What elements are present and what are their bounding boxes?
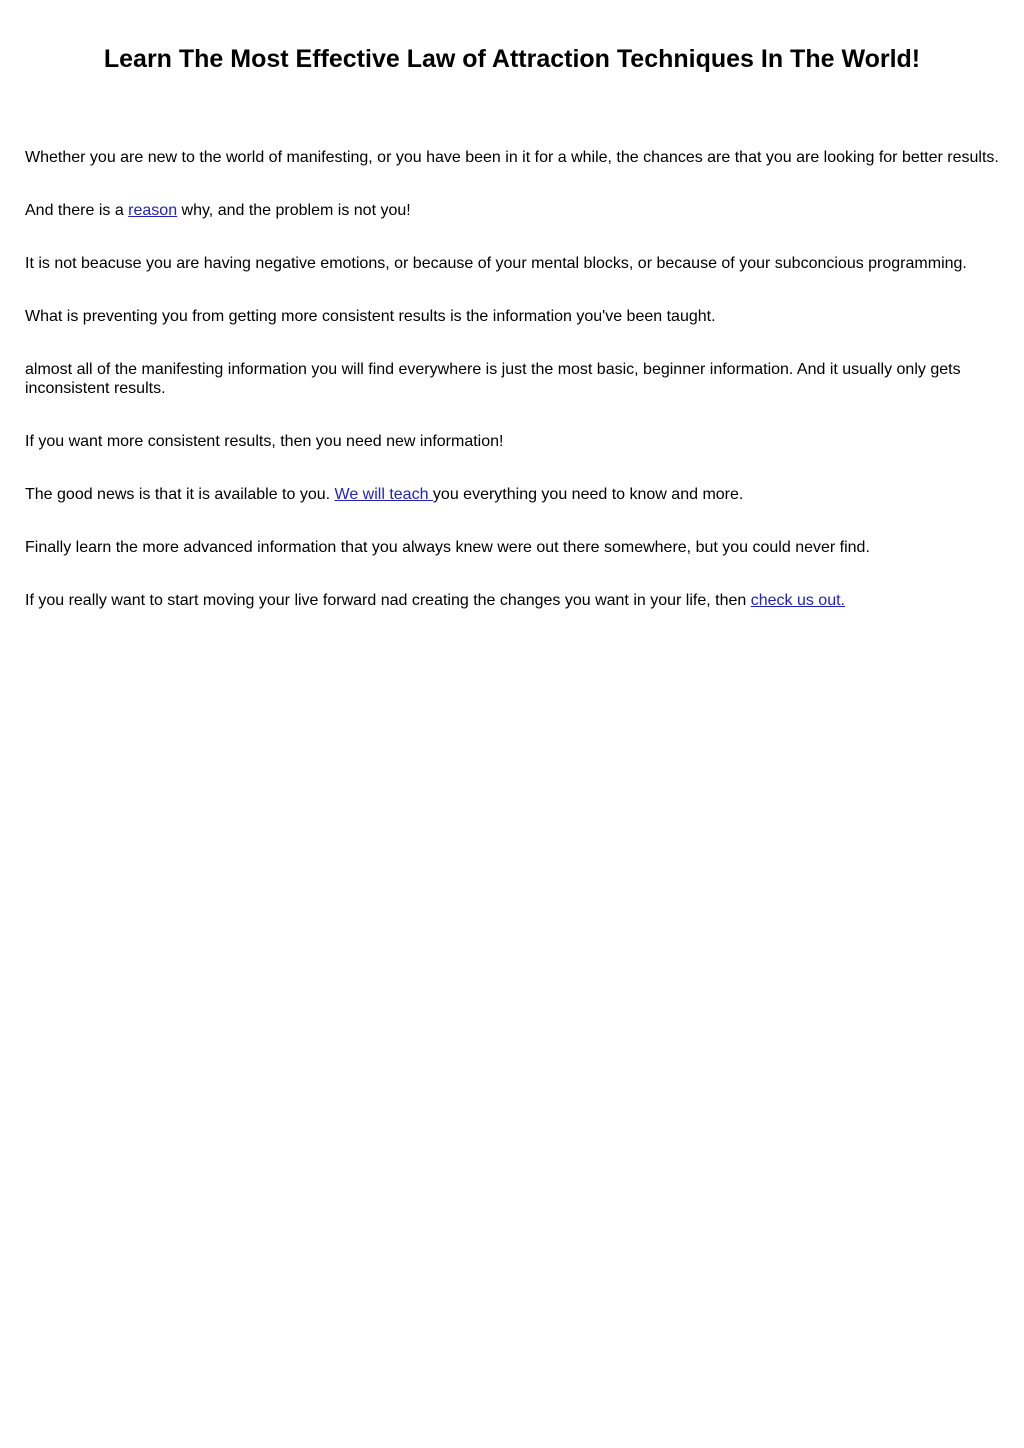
we-will-teach-link[interactable]: We will teach — [334, 486, 433, 503]
article-body — [25, 148, 1000, 644]
paragraph-reason-text-after: why, and the problem is not you! — [177, 202, 411, 219]
paragraph-new-information: If you want more consistent results, then you need new information! — [25, 433, 504, 450]
paragraph-call-to-action — [25, 591, 1000, 610]
paragraph-advanced-info: Finally learn the more advanced information that you always knew were out there somewhere, but you could never find. — [25, 539, 870, 556]
paragraph-intro: Whether you are new to the world of manifesting, or you have been in it for a while, the chances are that you are looking for better results. — [25, 149, 999, 166]
paragraph-basic-info: almost all of the manifesting information you will find everywhere is just the most basic, beginner information. And it usually only gets inconsistent results. — [25, 361, 961, 397]
paragraph-preventing: What is preventing you from getting more consistent results is the information you've been taught. — [25, 308, 716, 325]
reason-link[interactable]: reason — [128, 202, 178, 219]
paragraph-good-news-text-after: you everything you need to know and more. — [432, 486, 744, 503]
page-title: Learn The Most Effective Law of Attraction Techniques In The World! — [103, 45, 921, 73]
paragraph-not-beacuse: It is not beacuse you are having negative emotions, or because of your mental blocks, or because of your subconcious programming. — [25, 255, 967, 272]
paragraph-call-to-action-text: If you really want to start moving your live forward nad creating the changes you want in your life, then — [25, 592, 751, 609]
paragraph-good-news-text-before: The good news is that it is available to you. — [25, 486, 335, 503]
paragraph-good-news — [25, 485, 1000, 504]
check-us-out-link[interactable]: check us out. — [750, 592, 845, 609]
paragraph-reason-text-before: And there is a — [25, 202, 129, 219]
paragraph-reason — [25, 201, 1000, 220]
